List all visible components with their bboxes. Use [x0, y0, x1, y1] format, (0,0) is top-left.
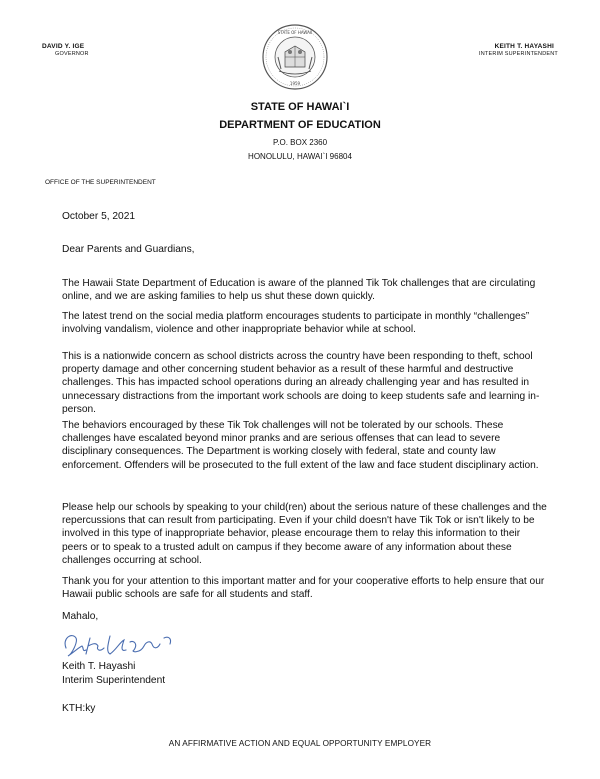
svg-text:STATE OF HAWAII: STATE OF HAWAII	[277, 30, 313, 35]
paragraph-text: This is a nationwide concern as school districts across the country have been responding to theft, school property damage and other concerning student behavior as a result of these harmful and destructive challenges. This has impacted school operations during an already challenging year and has resulted in unnecessary distractions from the important work schools are doing to keep students safe and learning in-person.	[62, 351, 540, 415]
superintendent-name: KEITH T. HAYASHI	[494, 43, 554, 50]
governor-title: GOVERNOR	[55, 51, 89, 57]
paragraph-3	[62, 350, 548, 416]
paragraph-text: Please help our schools by speaking to your child(ren) about the serious nature of these challenges and the repercussions that can result from participating. Even if your child doesn't have Tik Tok or isn't likely to be involved in this type of inappropriate behavior, please encourage them to relay this information to their peers or to speak to a trusted adult on campus if they become aware of any information about these challenges occurring at school.	[62, 502, 547, 566]
superintendent-title: INTERIM SUPERINTENDENT	[479, 51, 558, 57]
state-seal-icon	[261, 23, 329, 91]
signature-image	[60, 628, 178, 664]
paragraph-text: The behaviors encouraged by these Tik Tok challenges will not be tolerated by our schools. These challenges have escalated beyond minor pranks and are serious offenses that can lead to severe disciplinary consequences. The Department is working closely with federal, state and county law enforcement. Offenders will be prosecuted to the full extent of the law and face student disciplinary action.	[62, 420, 539, 471]
paragraph-text: Thank you for your attention to this important matter and for your cooperative efforts to help ensure that our Hawaii public schools are safe for all students and staff.	[62, 576, 545, 601]
letter-date: October 5, 2021	[62, 211, 136, 222]
city-address: HONOLULU, HAWAI`I 96804	[248, 152, 352, 161]
governor-name: DAVID Y. IGE	[42, 43, 85, 50]
signer-title: Interim Superintendent	[62, 675, 166, 686]
typist-initials: KTH:ky	[62, 703, 96, 714]
svg-text:1959: 1959	[289, 81, 301, 86]
department-heading: DEPARTMENT OF EDUCATION	[219, 119, 381, 131]
salutation: Dear Parents and Guardians,	[62, 244, 195, 255]
closing: Mahalo,	[62, 611, 99, 622]
paragraph-4	[62, 419, 548, 472]
footer-eeo: AN AFFIRMATIVE ACTION AND EQUAL OPPORTUNITY EMPLOYER	[168, 739, 432, 748]
state-heading: STATE OF HAWAI`I	[250, 101, 350, 113]
po-box: P.O. BOX 2360	[272, 138, 328, 147]
signer-name: Keith T. Hayashi	[62, 661, 136, 672]
office-label: OFFICE OF THE SUPERINTENDENT	[45, 179, 156, 186]
paragraph-text: The Hawaii State Department of Education is aware of the planned Tik Tok challenges that are circulating online, and we are asking families to help us shut these down quickly.	[62, 278, 536, 303]
paragraph-1	[62, 277, 548, 303]
paragraph-text: The latest trend on the social media platform encourages students to participate in monthly “challenges” involving vandalism, violence and other inappropriate behavior while at school.	[62, 311, 530, 336]
paragraph-5	[62, 501, 548, 567]
paragraph-6	[62, 575, 548, 601]
paragraph-2	[62, 310, 548, 336]
